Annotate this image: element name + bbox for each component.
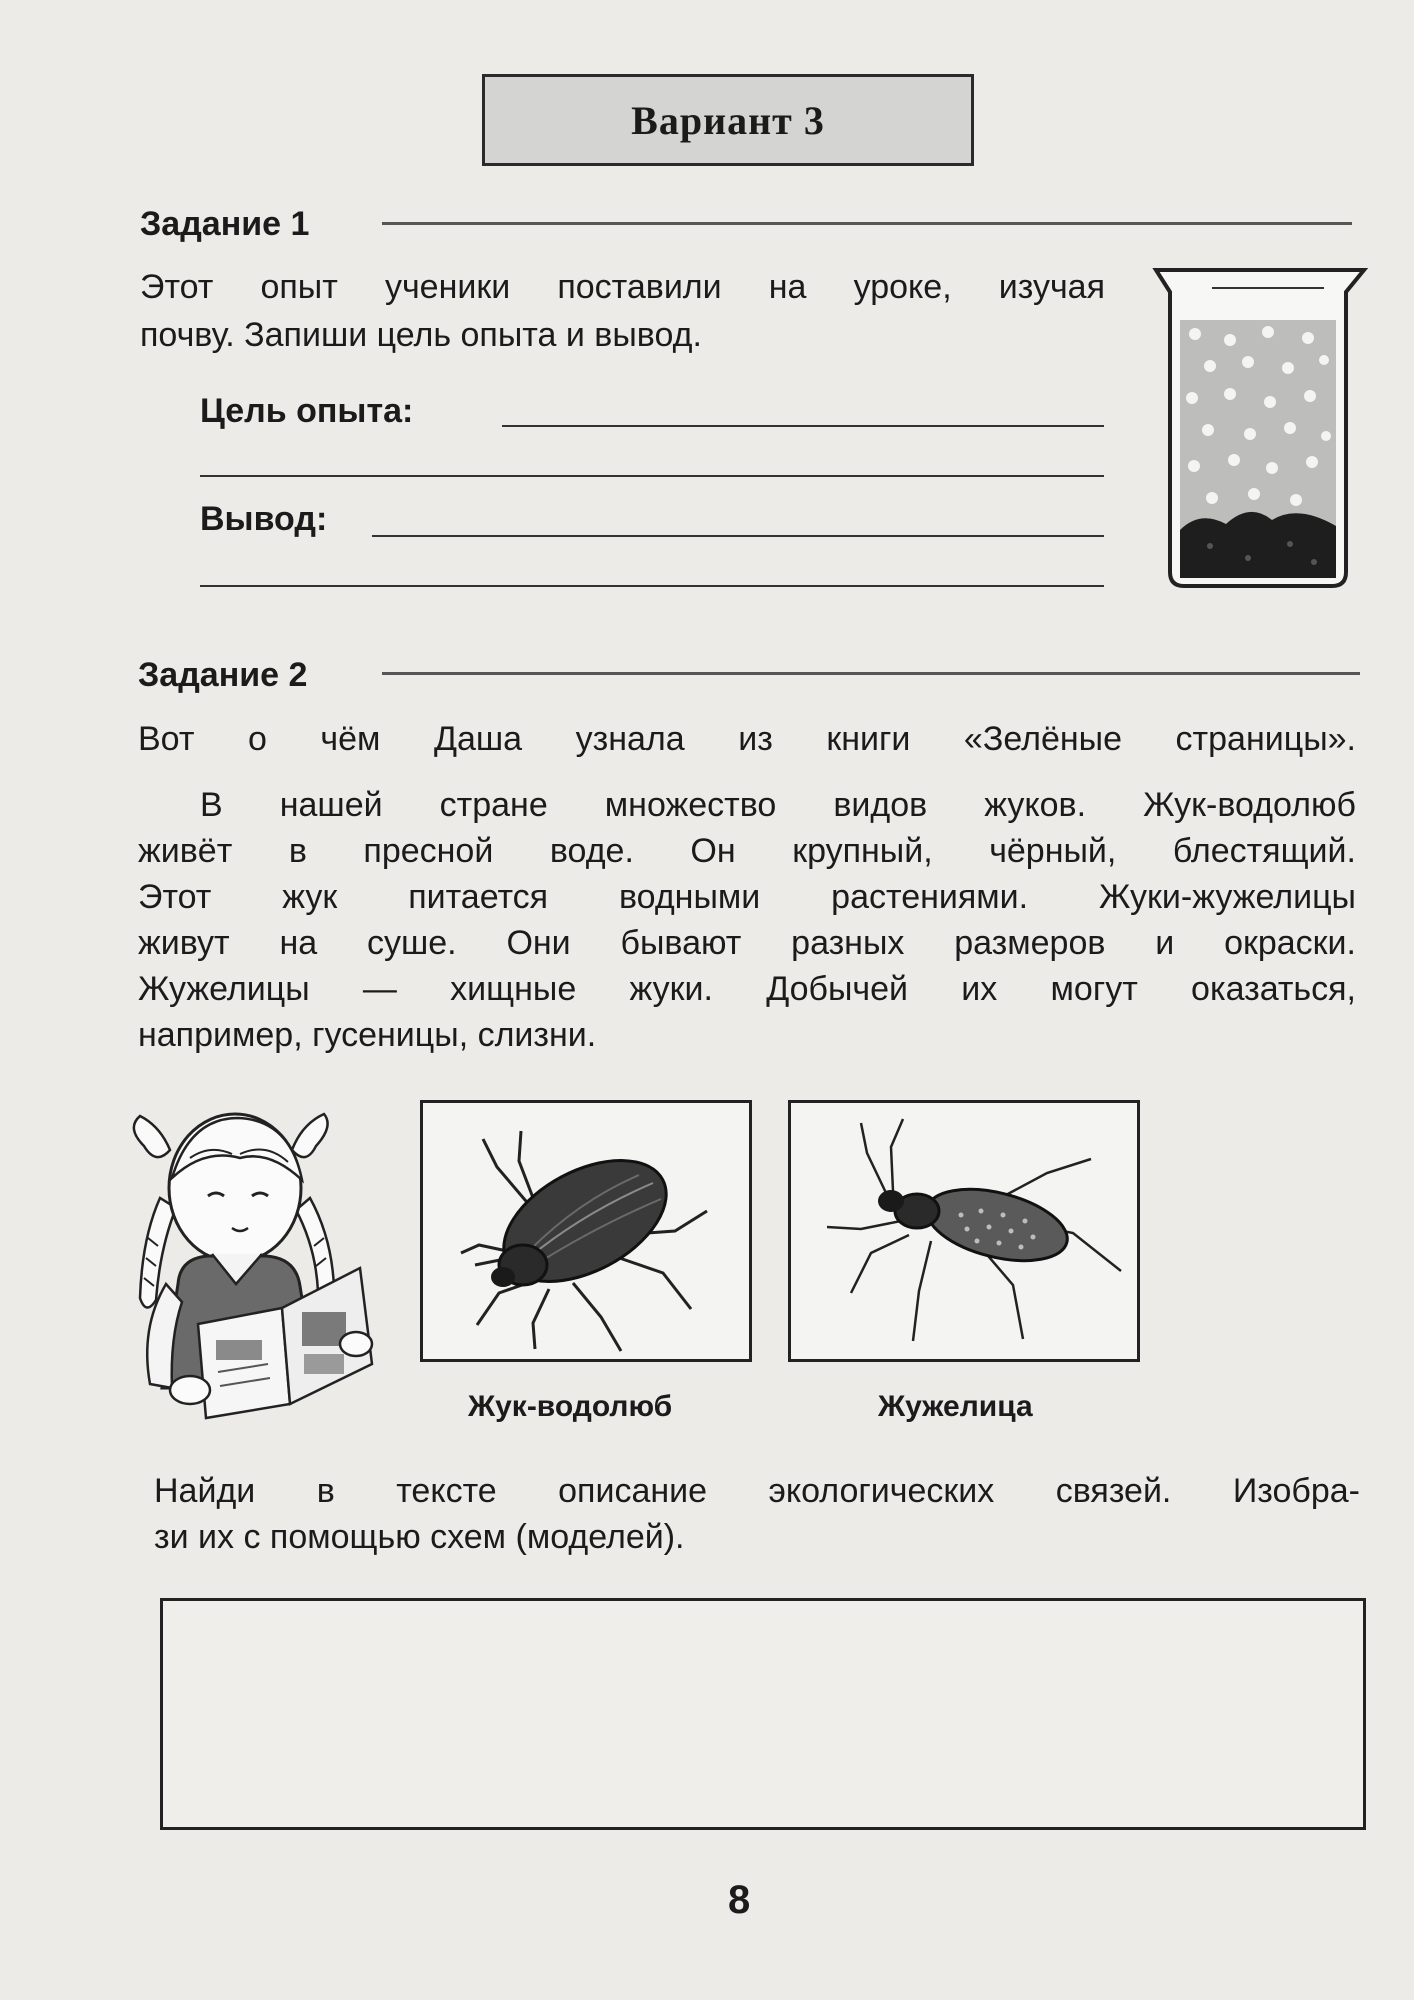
- instruction-line-2: зи их с помощью схем (моделей).: [154, 1518, 685, 1556]
- task2-intro: Вот о чём Даша узнала из книги «Зелёные страницы».: [138, 720, 1356, 758]
- paragraph-line-1: В нашей стране множество видов жуков. Жук-водолюб: [200, 786, 1356, 824]
- paragraph-line-6: например, гусеницы, слизни.: [138, 1016, 597, 1054]
- paragraph-line-4: живут на суше. Они бывают разных размеров и окраски.: [138, 924, 1356, 962]
- goal-label: Цель опыта:: [200, 392, 414, 430]
- ground-beetle-image: [791, 1103, 1137, 1359]
- variant-title: Вариант 3: [482, 74, 974, 166]
- ground-beetle-caption: Жужелица: [878, 1390, 1033, 1423]
- paragraph-line-2: живёт в пресной воде. Он крупный, чёрный, блестящий.: [138, 832, 1356, 870]
- conclusion-answer-line-2[interactable]: [200, 585, 1104, 587]
- ground-beetle-frame: [788, 1100, 1140, 1362]
- task1-heading-rule: [382, 222, 1352, 225]
- task1-text-line1: Этот опыт ученики поставили на уроке, изучая: [140, 268, 1105, 306]
- paragraph-line-3: Этот жук питается водными растениями. Жуки-жужелицы: [138, 878, 1356, 916]
- water-beetle-image: [423, 1103, 749, 1359]
- task2-heading-rule: [382, 672, 1360, 675]
- girl-reading-illustration: [120, 1088, 382, 1428]
- goal-answer-line-1[interactable]: [502, 425, 1104, 427]
- water-beetle-caption: Жук-водолюб: [468, 1390, 673, 1423]
- task2-heading: Задание 2: [138, 656, 308, 694]
- conclusion-answer-line-1[interactable]: [372, 535, 1104, 537]
- soil-jar-illustration: [1150, 262, 1370, 594]
- task1-heading: Задание 1: [140, 205, 310, 243]
- task1-text-line2: почву. Запиши цель опыта и вывод.: [140, 316, 702, 354]
- water-beetle-frame: [420, 1100, 752, 1362]
- page-number: 8: [728, 1878, 751, 1922]
- instruction-line-1: Найди в тексте описание экологических связей. Изобра-: [154, 1472, 1360, 1510]
- model-drawing-answer-box[interactable]: [160, 1598, 1366, 1830]
- paragraph-line-5: Жужелицы — хищные жуки. Добычей их могут оказаться,: [138, 970, 1356, 1008]
- conclusion-label: Вывод:: [200, 500, 328, 538]
- goal-answer-line-2[interactable]: [200, 475, 1104, 477]
